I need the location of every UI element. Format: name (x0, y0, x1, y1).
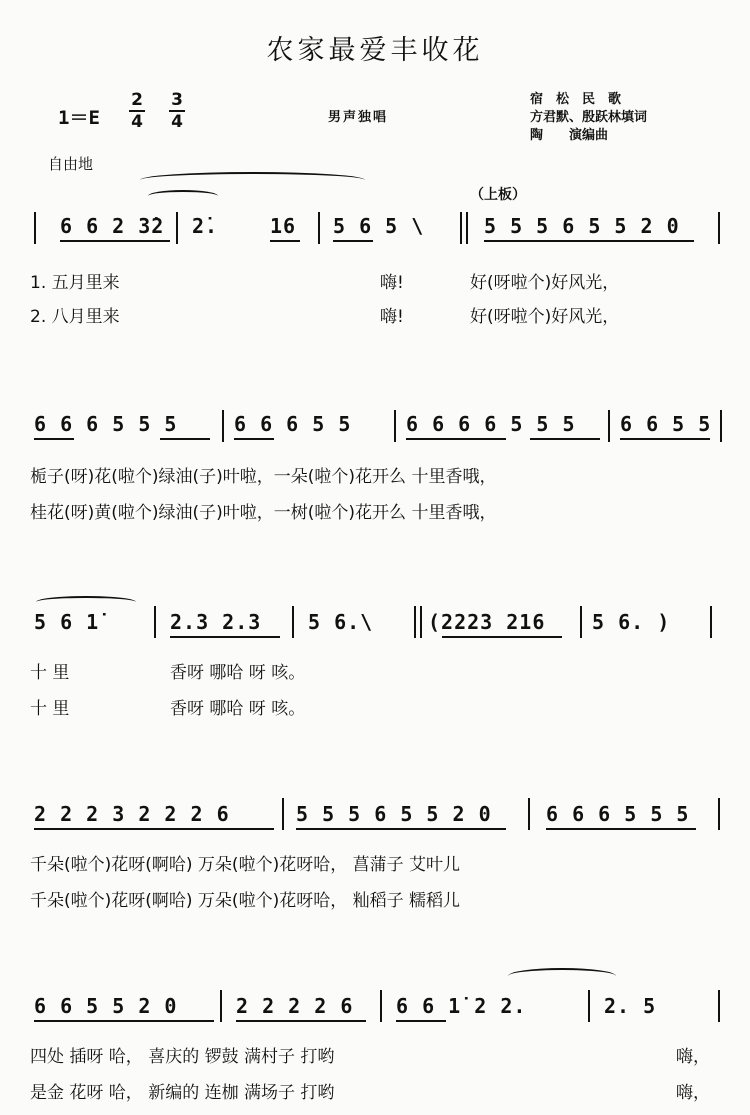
beam-line (34, 828, 274, 830)
note-group: 2 2 2 3 2 2 2 6 (34, 802, 230, 826)
bar-line (588, 990, 590, 1022)
lyric-verse-2: 好(呀啦个)好风光， (470, 307, 620, 327)
beam-line (160, 438, 210, 440)
note-group: 2. 5 (604, 994, 657, 1018)
bar-line (718, 798, 720, 830)
beam-line (170, 636, 280, 638)
note-group: 5 6. ) (592, 610, 671, 634)
tempo-marking: 自由地 (48, 155, 94, 173)
lyric-verse-1: 嗨! (380, 273, 404, 293)
beam-line (296, 828, 506, 830)
beam-line (34, 438, 74, 440)
bar-line (580, 606, 582, 638)
bar-line (414, 606, 416, 638)
credit-lyricist: 方君默、殷跃林填词 (530, 110, 648, 125)
note-group: 6 6 2 3̇2 (60, 214, 165, 238)
bar-line (394, 410, 396, 442)
beam-line (442, 636, 562, 638)
bar-line (380, 990, 382, 1022)
note-group: 5 6 5 \ (333, 214, 425, 238)
note-group: 5 6 1̇ (34, 610, 100, 634)
lyric-verse-1: 十 里 (30, 663, 70, 683)
lyric-verse-2: 是金 花呀 哈， 新编的 连枷 满场子 打哟 (30, 1083, 335, 1103)
note-group: 6 6 6 5 5 5 (546, 802, 690, 826)
lyric-verse-1: 四处 插呀 哈， 喜庆的 锣鼓 满村子 打哟 (30, 1047, 335, 1067)
note-group: 6 6 1̇ 2 2. (396, 994, 527, 1018)
note-group: 16 (270, 214, 297, 238)
lyric-verse-1: 1. 五月里来 (30, 273, 120, 293)
bar-line (282, 798, 284, 830)
bar-line (34, 212, 36, 244)
beam-line (484, 240, 694, 242)
beam-line (236, 1020, 366, 1022)
beam-line (530, 438, 600, 440)
beam-line (34, 1020, 214, 1022)
credit-folk-song: 宿 松 民 歌 (530, 92, 622, 107)
bar-line (220, 990, 222, 1022)
song-title: 农家最爱丰收花 (266, 35, 484, 66)
beam-line (234, 438, 274, 440)
note-group: 2 2 2 2 6 (236, 994, 354, 1018)
lyric-verse-1: 嗨， (676, 1047, 710, 1067)
bar-line (222, 410, 224, 442)
key-signature: 1＝E (58, 107, 100, 129)
beam-line (620, 438, 710, 440)
beam-line (60, 240, 170, 242)
note-group: 5 5 5 6 5 5 2 0 (296, 802, 492, 826)
section-mark: （上板） (470, 187, 526, 203)
note-group: 5 6.\ (308, 610, 374, 634)
note-group: 6 6 6 6 5 5 5 (406, 412, 576, 436)
time-signature-2-4: 2 4 (128, 90, 146, 132)
time-signature-3-4: 3 4 (168, 90, 186, 132)
note-group: 2̇. (192, 214, 219, 238)
beam-line (333, 240, 373, 242)
bar-line (718, 212, 720, 244)
bar-line (528, 798, 530, 830)
note-group: 6 6 5 5 2 0 (34, 994, 178, 1018)
bar-line (176, 212, 178, 244)
phrase-slur (140, 172, 365, 188)
note-group: 6 6 6 5 5 (234, 412, 352, 436)
bar-line (710, 606, 712, 638)
tie-slur (36, 596, 136, 608)
lyric-verse-2: 嗨， (676, 1083, 710, 1103)
beam-line (270, 240, 300, 242)
bar-line (608, 410, 610, 442)
beam-line (396, 1020, 446, 1022)
lyric-verse-1: 千朵(啦个)花呀(啊哈) 万朵(啦个)花呀哈， 菖蒲子 艾叶儿 (30, 855, 461, 875)
lyric-verse-2: 2. 八月里来 (30, 307, 120, 327)
phrase-slur (508, 968, 616, 984)
bar-line (420, 606, 422, 638)
lyric-verse-2: 十 里 (30, 699, 70, 719)
performance-type: 男声独唱 (328, 110, 389, 125)
lyric-verse-2: 嗨! (380, 307, 404, 327)
bar-line (720, 410, 722, 442)
bar-line (460, 212, 462, 244)
bar-line (318, 212, 320, 244)
note-group: (2223 216 (428, 610, 546, 634)
bar-line (718, 990, 720, 1022)
beam-line (406, 438, 506, 440)
bar-line (466, 212, 468, 244)
lyric-verse-1: 香呀 哪哈 呀 咳。 (170, 663, 306, 683)
lyric-verse-2: 桂花(呀)黄(啦个)绿油(子)叶啦，一树(啦个)花开么 十里香哦， (30, 503, 497, 523)
note-group: 6 6 6 5 5 5 (34, 412, 178, 436)
lyric-verse-1: 好(呀啦个)好风光， (470, 273, 620, 293)
lyric-verse-1: 栀子(呀)花(啦个)绿油(子)叶啦，一朵(啦个)花开么 十里香哦， (30, 467, 497, 487)
bar-line (154, 606, 156, 638)
note-group: 6 6 5 5 (620, 412, 712, 436)
lyric-verse-2: 香呀 哪哈 呀 咳。 (170, 699, 306, 719)
beam-line (546, 828, 696, 830)
note-group: 2.3 2.3 (170, 610, 262, 634)
credit-arranger: 陶 演编曲 (530, 128, 609, 143)
bar-line (292, 606, 294, 638)
tie-slur (148, 190, 218, 202)
note-group: 5 5 5 6 5 5 2 0 (484, 214, 680, 238)
lyric-verse-2: 千朵(啦个)花呀(啊哈) 万朵(啦个)花呀哈， 籼稻子 糯稻儿 (30, 891, 461, 911)
